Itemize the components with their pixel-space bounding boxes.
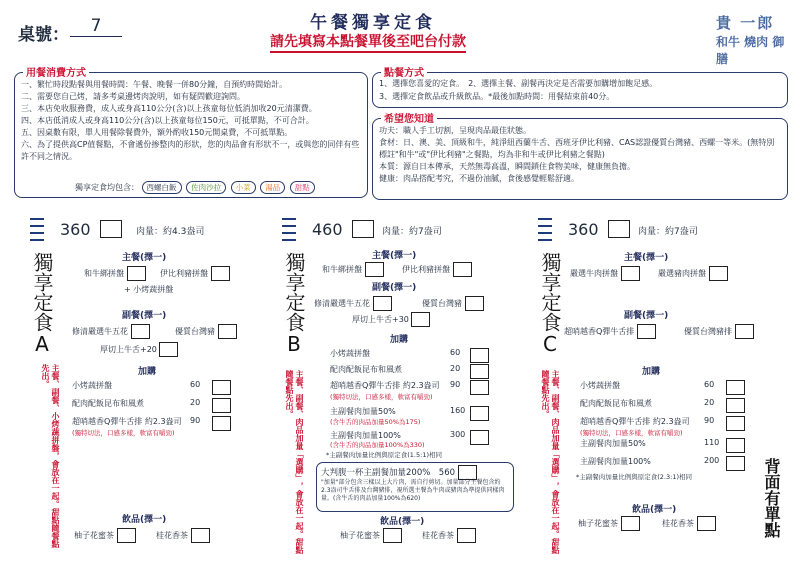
set-c-drink-item: 桂花香茶 [662, 516, 716, 531]
set-c-drink-title: 飲品(擇一) [632, 505, 677, 515]
set-b-drink-title: 飲品(擇一) [380, 517, 425, 527]
set-b-addon-note2: (含牛舌的肉品加量50%為175) [330, 418, 421, 426]
set-b-main-item: 和牛綁拼盤 [322, 262, 384, 277]
set-c-addon-row: 超哨越香Q彈牛舌排 約2.3盎司 90 [580, 416, 750, 427]
set-a-main-checkbox[interactable] [127, 266, 146, 281]
set-a-drink-item: 桂花香茶 [156, 528, 210, 543]
set-c-drink-checkbox[interactable] [621, 516, 640, 531]
set-a-side-item: 修清嚴選牛五花 [72, 324, 150, 339]
notice-line: 健康：肉品搭配考究，不過份油膩，食後感覺輕鬆舒適。 [379, 174, 579, 183]
set-b-addon-row: 小烤蔬拼盤 60 [330, 348, 500, 359]
set-a-addon-title: 加購 [138, 367, 157, 377]
set-b-addon-note4: *主副餐肉加量比例與原定食(1.5:1)相同 [326, 451, 442, 459]
notice-line: 本質：源自日本傳承，天然無毒高溫，瞬間鎖住食物美味，健康無負擔。 [379, 162, 635, 171]
set-b-side-item: 修清嚴選牛五花 [314, 296, 392, 311]
set-c-addon-note4: *主副餐肉加量比例與原定食(2.3:1)相同 [576, 473, 692, 481]
set-c-addon-checkbox[interactable] [726, 456, 745, 471]
rule-item: 五、因桌數有限，單人用餐除餐費外，額外酌收150元開桌費，不可抵單點。 [21, 128, 293, 137]
set-a-side-checkbox[interactable] [159, 342, 178, 357]
rule-item: 一、繁忙時段點餐與用餐時間：午餐、晚餐一併80分鐘，自預約時間始計。 [21, 80, 288, 89]
set-b-addon-row: 主副餐肉加量100% 300 [330, 430, 500, 441]
set-b-drink-item: 柚子花蜜茶 [340, 528, 402, 543]
set-c-addon-checkbox[interactable] [726, 380, 745, 395]
include-dessert: 甜點 [290, 181, 315, 194]
rule-item: 三、本店免收服務費，成人或身高110公分(含)以上孩童每位低消加收20元清潔費。 [21, 104, 317, 113]
set-a-checkbox[interactable] [100, 220, 122, 238]
include-salad: 佐肉沙拉 [186, 181, 226, 194]
set-a-name: 獨享定食A [30, 252, 54, 356]
page-title: 午餐獨享定食 [310, 13, 436, 33]
set-a-addon-note: (獨特切法，口感多樣，軟富有嚼勁) [72, 429, 175, 437]
set-c-addon-note: (獨特切法，口感多樣，軟富有嚼勁) [580, 429, 683, 437]
set-a-column [30, 218, 260, 563]
set-b-special-row: 大判腹一杯主副餐加量200% 560 [321, 465, 477, 480]
set-a-side-title: 副餐(擇一) [122, 311, 167, 321]
set-b-special-checkbox[interactable] [458, 465, 477, 480]
set-a-side-note: 主餐、副餐、小烤蔬拼盤，會放在一起。甜點隨餐點先出。 [41, 364, 60, 548]
set-c-main-checkbox[interactable] [709, 266, 728, 281]
set-c-addon-row: 配肉配飯昆布和風煮 20 [580, 398, 750, 409]
set-c-main-item: 嚴選牛肉拼盤 [570, 266, 640, 281]
set-b-addon-row: 超哨越香Q彈牛舌排 約2.3盎司 90 [330, 380, 500, 391]
set-b-side-title: 副餐(擇一) [372, 283, 417, 293]
set-b-side-note: 主餐、副餐、肉品加量「選購」，會放在一起。甜點隨餐點先出。 [285, 370, 304, 554]
set-c-drink-checkbox[interactable] [697, 516, 716, 531]
set-a-main-checkbox[interactable] [211, 266, 230, 281]
set-b-price: 460 [312, 220, 343, 239]
include-soup: 湯品 [260, 181, 285, 194]
logo-line2: 和牛 燒肉 御膳 [716, 35, 785, 66]
set-b-meat: 肉量：約7盎司 [382, 227, 442, 237]
set-c-addon-checkbox[interactable] [726, 398, 745, 413]
rule-item: 六、為了提供高CP值餐點，不會遞份掺整肉的形狀，您的肉品會有形狀不一，或與您的同伴有些許不同之情況。 [21, 140, 360, 161]
set-a-main-title: 主餐(擇一) [122, 253, 167, 263]
set-a-main-plus: + 小烤蔬拼盤 [124, 285, 174, 294]
set-b-addon-checkbox[interactable] [470, 380, 489, 395]
set-b-drink-item: 桂花香茶 [422, 528, 476, 543]
page-subtitle: 請先填寫本點餐單後至吧台付款 [270, 31, 466, 53]
set-a-drink-item: 柚子花蜜茶 [74, 528, 136, 543]
set-b-name: 獨享定食B [282, 252, 306, 356]
notice-line: 功夫：職人手工切割，呈現肉品最佳狀態。 [379, 126, 531, 135]
set-a-addon-checkbox[interactable] [212, 380, 231, 395]
set-c-addon-row: 主副餐肉加量100% 200 [580, 456, 750, 467]
set-c-side-checkbox[interactable] [735, 324, 754, 339]
table-label: 桌號： [18, 25, 69, 45]
set-a-meat: 肉量：約4.3盎司 [136, 227, 205, 237]
set-b-addon-note3: (含牛舌的肉品加量100%為330) [330, 441, 425, 449]
set-a-logo-icon [30, 218, 44, 248]
set-b-main-checkbox[interactable] [365, 262, 384, 277]
set-c-side-checkbox[interactable] [637, 324, 656, 339]
set-b-side-checkbox[interactable] [373, 296, 392, 311]
includes-label: 獨享定食均包含： [75, 183, 139, 192]
set-c-name: 獨享定食C [538, 252, 562, 356]
set-b-drink-checkbox[interactable] [457, 528, 476, 543]
set-c-addon-row: 主副餐肉加量50% 110 [580, 438, 750, 449]
set-c-side-item: 超哨越香Q彈牛舌排 [564, 324, 656, 339]
set-a-main-item: 伊比利豬拼盤 [160, 266, 230, 281]
set-b-drink-checkbox[interactable] [383, 528, 402, 543]
order-method-line2: 3、選擇定食飲品或升級飲品。*最後加點時間：用餐結束前40分。 [379, 92, 615, 101]
set-c-main-item: 嚴選豬肉拼盤 [658, 266, 728, 281]
set-c-drink-item: 柚子花蜜茶 [578, 516, 640, 531]
set-c-checkbox[interactable] [608, 220, 630, 238]
set-b-addon-checkbox[interactable] [470, 406, 489, 421]
set-b-side-checkbox[interactable] [411, 312, 430, 327]
set-c-addon-checkbox[interactable] [726, 416, 745, 431]
set-c-addon-row: 小烤蔬拼盤 60 [580, 380, 750, 391]
set-b-main-checkbox[interactable] [453, 262, 472, 277]
set-c-main-checkbox[interactable] [621, 266, 640, 281]
back-note: 背面有單點 [762, 458, 781, 538]
set-b-special-box [316, 462, 514, 512]
set-a-side-item: 厚切上牛舌+20 [100, 342, 178, 357]
set-a-drink-checkbox[interactable] [117, 528, 136, 543]
set-a-addon-row: 超哨越香Q彈牛舌排 約2.3盎司 90 [72, 416, 242, 427]
logo-line1: 貴 一郎 [716, 14, 775, 32]
set-b-column [282, 218, 522, 563]
set-a-side-item: 優質台灣豬 [175, 324, 237, 339]
include-rice: 西螺白飯 [142, 181, 182, 194]
set-a-side-checkbox[interactable] [131, 324, 150, 339]
set-b-special-note: "加量"部分包含三樣以上大片肉，需自行剪切。加量部分主餐包含約2.3盎司牛舌排及台灣豬排，視所選主餐為牛肉或豬肉為準提供同樣肉量。(含牛舌的肉品加量100%為620) [321, 479, 505, 502]
include-side-dish: 小菜 [231, 181, 256, 194]
set-a-addon-checkbox[interactable] [212, 398, 231, 413]
set-c-side-note: 主餐、副餐、肉品加量「選購」，會放在一起。甜點隨餐點先出。 [541, 370, 560, 554]
set-b-addon-checkbox[interactable] [470, 430, 489, 445]
set-a-drink-title: 飲品(擇一) [122, 515, 167, 525]
rules-title: 用餐消費方式 [23, 64, 89, 79]
rule-item: 二、需要您自己烤，請多考桌邊烤肉說明，如有疑問歡迎詢問。 [21, 92, 245, 101]
rules-panel [14, 68, 368, 198]
set-c-side-item: 優質台灣豬排 [684, 324, 754, 339]
notice-list [379, 125, 781, 185]
set-b-checkbox[interactable] [352, 220, 374, 238]
set-a-addon-checkbox[interactable] [212, 416, 231, 431]
set-b-addon-note: (獨特切法，口感多樣，軟富有嚼勁) [330, 393, 433, 401]
table-number-field[interactable]: 7 [70, 16, 122, 37]
set-c-addon-checkbox[interactable] [726, 438, 745, 453]
set-c-main-title: 主餐(擇一) [624, 253, 669, 263]
set-a-price: 360 [60, 220, 91, 239]
brand-logo [716, 12, 788, 66]
set-b-side-checkbox[interactable] [465, 296, 484, 311]
set-c-addon-title: 加購 [642, 367, 661, 377]
rules-list [21, 79, 361, 163]
set-b-addon-row: 配肉配飯昆布和風煮 20 [330, 364, 500, 375]
set-a-side-checkbox[interactable] [218, 324, 237, 339]
set-c-price: 360 [568, 220, 599, 239]
includes-row [75, 181, 317, 194]
notice-title: 希望您知道 [381, 110, 437, 125]
set-c-side-title: 副餐(擇一) [624, 311, 669, 321]
set-b-side-item: 優質台灣豬 [422, 296, 484, 311]
order-method-panel [372, 68, 788, 108]
order-method-title: 點餐方式 [381, 64, 427, 79]
set-b-main-item: 伊比利豬拼盤 [402, 262, 472, 277]
order-method-line1: 1、選擇您喜愛的定食。 2、選擇主餐、副餐再決定是否需要加購增加飽足感。 [379, 79, 658, 88]
set-a-addon-row: 配肉配飯昆布和風煮 20 [72, 398, 242, 409]
set-c-meat: 肉量：約7盎司 [638, 227, 698, 237]
set-b-main-title: 主餐(擇一) [372, 251, 417, 261]
notice-panel [372, 114, 788, 200]
set-c-logo-icon [538, 218, 552, 248]
set-b-addon-checkbox[interactable] [470, 348, 489, 363]
set-b-logo-icon [282, 218, 296, 248]
set-a-drink-checkbox[interactable] [191, 528, 210, 543]
rule-item: 四、本店低消成人或身高110公分(含)以上孩童每位150元，可抵單點，不可合計。 [21, 116, 314, 125]
set-b-side-item: 厚切上牛舌+30 [352, 312, 430, 327]
set-b-addon-row: 主副餐肉加量50% 160 [330, 406, 500, 417]
set-a-main-item: 和牛綁拼盤 [84, 266, 146, 281]
set-c-column [538, 218, 758, 563]
set-b-addon-title: 加購 [390, 335, 409, 345]
set-b-addon-checkbox[interactable] [470, 364, 489, 379]
notice-line: 食材：日、澳、美、頂級和牛，純淨紐西蘭牛舌、西班牙伊比利豬、CAS認證優質台灣豬、西螺一等米。(無特別標註"和牛"或"伊比利豬"之餐點，均為非和牛或伊比利豬之餐點) [379, 138, 775, 159]
set-a-addon-row: 小烤蔬拼盤 60 [72, 380, 242, 391]
